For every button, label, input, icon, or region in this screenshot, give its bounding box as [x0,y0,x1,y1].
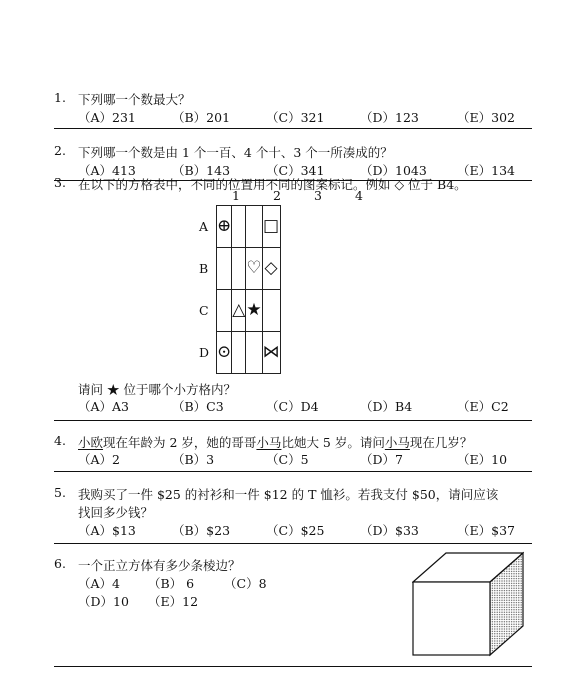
option-d: （D）123 [360,110,419,125]
question-stem-line2: 找回多少钱？ [78,505,154,520]
grid-row-header: A [199,219,209,234]
option-a: （A）2 [78,452,120,467]
option-b: （B）143 [172,163,231,178]
grid-row-header: B [199,261,209,276]
question-stem: 在以下的方格表中，不同的位置用不同的图案标记。例如 ◇ 位于 B4。 [78,177,467,192]
cube-front-face [413,582,490,655]
option-e: （E）10 [457,452,508,467]
name-xiaoma: 小马 [256,435,282,450]
grid-table [216,205,281,374]
option-b: （B）C3 [172,399,224,414]
option-a: （A）$13 [78,523,136,538]
grid-cell-c3: ★ [246,290,262,332]
question-stem: 一个正立方体有多少条棱边？ [78,558,241,573]
question-stem: 小欧现在年龄为 2 岁，她的哥哥小马比她大 5 岁。请问小马现在几岁？ [78,435,473,450]
grid-col-header: 4 [355,188,363,203]
question-number: 3. [54,175,66,190]
option-c: （C）5 [266,452,309,467]
option-b: （B）$23 [172,523,231,538]
grid-row-header: C [199,303,209,318]
name-xiaoou: 小欧 [78,435,104,450]
question-number: 6. [54,556,66,571]
question-number: 4. [54,433,66,448]
grid-cell-a1: ⊕ [217,206,232,248]
question-stem: 下列哪一个数最大？ [78,92,191,107]
option-e: （E）$37 [457,523,515,538]
grid-col-header: 2 [273,188,281,203]
grid-cell-b4: ◇ [262,248,280,290]
option-d: （D）10 [78,594,129,609]
grid-cell-c1 [217,290,232,332]
divider [54,420,532,421]
option-c: （C）8 [224,576,267,591]
option-a: （A）231 [78,110,136,125]
option-e: （E）134 [457,163,515,178]
grid-cell-b3: ♡ [246,248,262,290]
option-d: （D）$33 [360,523,419,538]
option-c: （C）341 [266,163,325,178]
question-number: 5. [54,485,66,500]
option-d: （D）B4 [360,399,413,414]
divider [54,666,532,667]
divider [54,128,532,129]
divider [54,543,532,544]
question-prompt: 请问 ★ 位于哪个小方格内？ [78,382,236,397]
grid-col-header: 3 [314,188,322,203]
grid-cell-b1 [217,248,232,290]
grid-cell-a4: □ [262,206,280,248]
option-a: （A）A3 [78,399,130,414]
grid-cell-a3 [246,206,262,248]
option-d: （D）1043 [360,163,427,178]
grid-row-header: D [199,345,210,360]
option-c: （C）D4 [266,399,319,414]
question-stem: 下列哪一个数是由 1 个一百、4 个十、3 个一所凑成的？ [78,145,393,160]
option-b: （B） 6 [148,576,195,591]
grid-cell-d2 [232,332,246,374]
grid-col-header: 1 [232,188,240,203]
question-number: 2. [54,143,66,158]
grid-cell-c2: △ [232,290,246,332]
grid-cell-d3 [246,332,262,374]
option-a: （A）413 [78,163,136,178]
grid-cell-b2 [232,248,246,290]
divider [54,471,532,472]
option-c: （C）321 [266,110,325,125]
option-b: （B）201 [172,110,231,125]
question-number: 1. [54,90,66,105]
option-d: （D）7 [360,452,403,467]
grid-cell-d1: ⊙ [217,332,232,374]
option-e: （E）12 [148,594,199,609]
grid-cell-d4: ⋈ [262,332,280,374]
grid-cell-c4 [262,290,280,332]
name-xiaoma: 小马 [384,435,410,450]
option-c: （C）$25 [266,523,325,538]
question-stem-line1: 我购买了一件 $25 的衬衫和一件 $12 的 T 恤衫。若我支付 $50，请问应该 [78,487,499,502]
option-e: （E）302 [457,110,515,125]
option-a: （A）4 [78,576,120,591]
cube-figure [412,551,524,657]
option-b: （B）3 [172,452,215,467]
grid-cell-a2 [232,206,246,248]
option-e: （E）C2 [457,399,509,414]
